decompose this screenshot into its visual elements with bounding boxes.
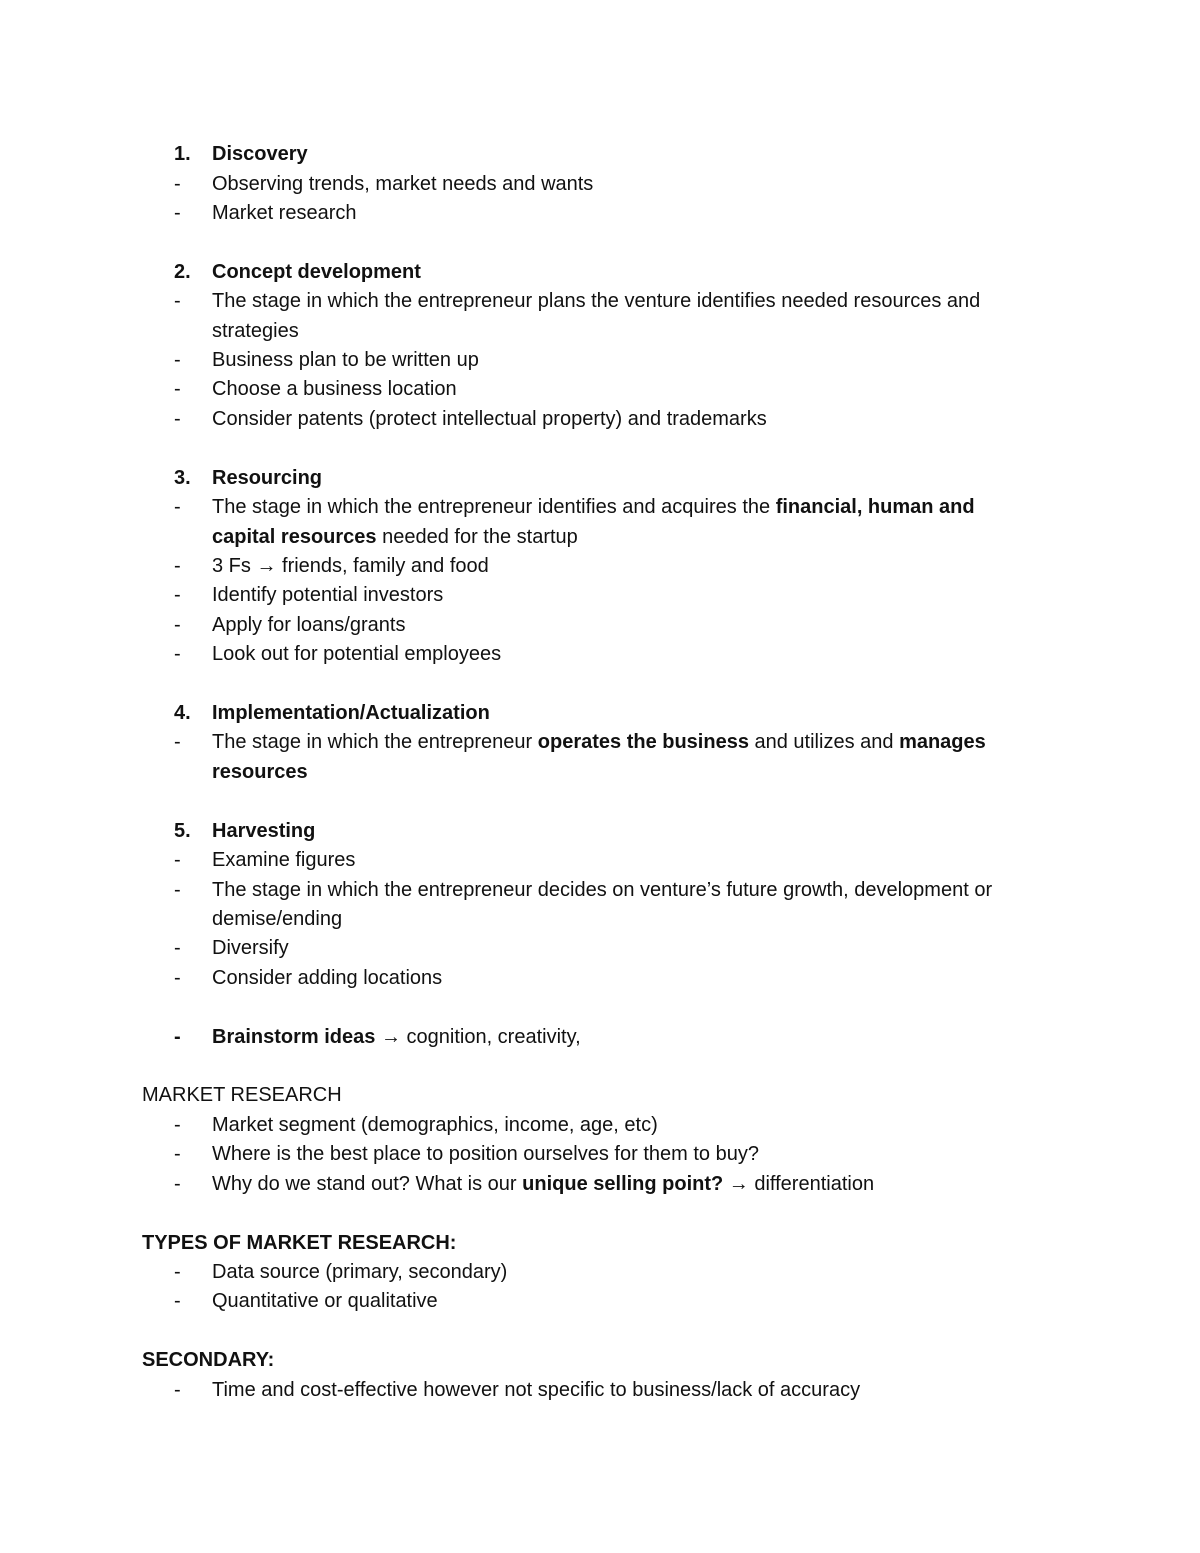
- list-number: 3.: [174, 467, 191, 489]
- dash-bullet: -: [174, 378, 181, 400]
- list-item-text: Observing trends, market needs and wants: [212, 173, 594, 195]
- section-title: Implementation/Actualization: [212, 702, 490, 724]
- list-item-text: Consider patents (protect intellectual property) and trademarks: [212, 408, 767, 430]
- dash-bullet: -: [174, 349, 181, 371]
- list-item-text: The stage in which the entrepreneur plans the venture identifies needed resources and: [212, 290, 981, 312]
- list-item-text: Time and cost-effective however not specific to business/lack of accuracy: [212, 1379, 861, 1401]
- dash-bullet: -: [174, 408, 181, 430]
- section-title: Resourcing: [212, 467, 323, 489]
- dash-bullet: -: [174, 1114, 181, 1136]
- list-number: 5.: [174, 820, 191, 842]
- dash-bullet: -: [174, 1143, 181, 1165]
- list-item-text: [212, 1023, 581, 1053]
- dash-bullet: -: [174, 555, 181, 577]
- market-research-heading: MARKET RESEARCH: [142, 1084, 342, 1106]
- list-item-text: Examine figures: [212, 849, 356, 871]
- bold-text-run: operates the business: [537, 731, 749, 753]
- list-item-text: Where is the best place to position ourselves for them to buy?: [212, 1143, 759, 1165]
- secondary-heading: SECONDARY:: [142, 1349, 275, 1371]
- text-run: The stage in which the entrepreneur identifies and acquires the: [212, 496, 776, 518]
- list-item-text: strategies: [212, 320, 299, 342]
- dash-bullet: -: [174, 173, 181, 195]
- dash-bullet: -: [174, 643, 181, 665]
- bold-text-run: unique selling point?: [522, 1173, 724, 1195]
- text-run: needed for the startup: [376, 526, 578, 548]
- list-item-text: Quantitative or qualitative: [212, 1290, 438, 1312]
- dash-bullet: -: [174, 879, 181, 901]
- list-item-text: Apply for loans/grants: [212, 614, 406, 636]
- dash-bullet: -: [174, 731, 181, 753]
- list-item-text: Market research: [212, 202, 357, 224]
- dash-bullet: -: [174, 1261, 181, 1283]
- dash-bullet: -: [174, 202, 181, 224]
- list-item-text: Data source (primary, secondary): [212, 1261, 508, 1283]
- bold-text-run: capital resources: [212, 526, 377, 548]
- list-number: 2.: [174, 261, 191, 283]
- list-item-text: [212, 523, 578, 553]
- types-heading: TYPES OF MARKET RESEARCH:: [142, 1232, 457, 1254]
- dash-bullet: -: [174, 1026, 181, 1048]
- text-run: Why do we stand out? What is our: [212, 1173, 523, 1195]
- dash-bullet: -: [174, 1290, 181, 1312]
- dash-bullet: -: [174, 967, 181, 989]
- dash-bullet: -: [174, 1173, 181, 1195]
- bold-text-run: Brainstorm ideas: [212, 1026, 376, 1048]
- dash-bullet: -: [174, 496, 181, 518]
- section-title: Discovery: [212, 143, 308, 165]
- bold-text-run: financial, human and: [775, 496, 975, 518]
- list-item-text: [212, 728, 986, 758]
- list-number: 4.: [174, 702, 191, 724]
- list-item-text: Choose a business location: [212, 378, 457, 400]
- dash-bullet: -: [174, 584, 181, 606]
- dash-bullet: -: [174, 614, 181, 636]
- dash-bullet: -: [174, 1379, 181, 1401]
- list-item-text: Consider adding locations: [212, 967, 443, 989]
- list-item-text: [212, 493, 975, 523]
- list-number: 1.: [174, 143, 191, 165]
- list-item-text: Business plan to be written up: [212, 349, 479, 371]
- dash-bullet: -: [174, 290, 181, 312]
- dash-bullet: -: [174, 849, 181, 871]
- text-run: → differentiation: [723, 1173, 875, 1195]
- text-run: and utilizes and: [748, 731, 900, 753]
- list-item-text: Diversify: [212, 937, 289, 959]
- list-item-text: 3 Fs → friends, family and food: [212, 555, 489, 577]
- bold-text-run: resources: [212, 761, 308, 783]
- section-title: Harvesting: [212, 820, 316, 842]
- section-title: Concept development: [212, 261, 421, 283]
- list-item-text: The stage in which the entrepreneur decides on venture’s future growth, development or: [212, 879, 993, 901]
- list-item-text: Identify potential investors: [212, 584, 444, 606]
- list-item-text: Look out for potential employees: [212, 643, 502, 665]
- text-run: The stage in which the entrepreneur: [212, 731, 538, 753]
- dash-bullet: -: [174, 937, 181, 959]
- list-item-text: Market segment (demographics, income, age, etc): [212, 1114, 658, 1136]
- bold-text-run: manages: [899, 731, 986, 753]
- list-item-text: [212, 1170, 874, 1200]
- list-item-text: demise/ending: [212, 908, 343, 930]
- text-run: → cognition, creativity,: [375, 1026, 581, 1048]
